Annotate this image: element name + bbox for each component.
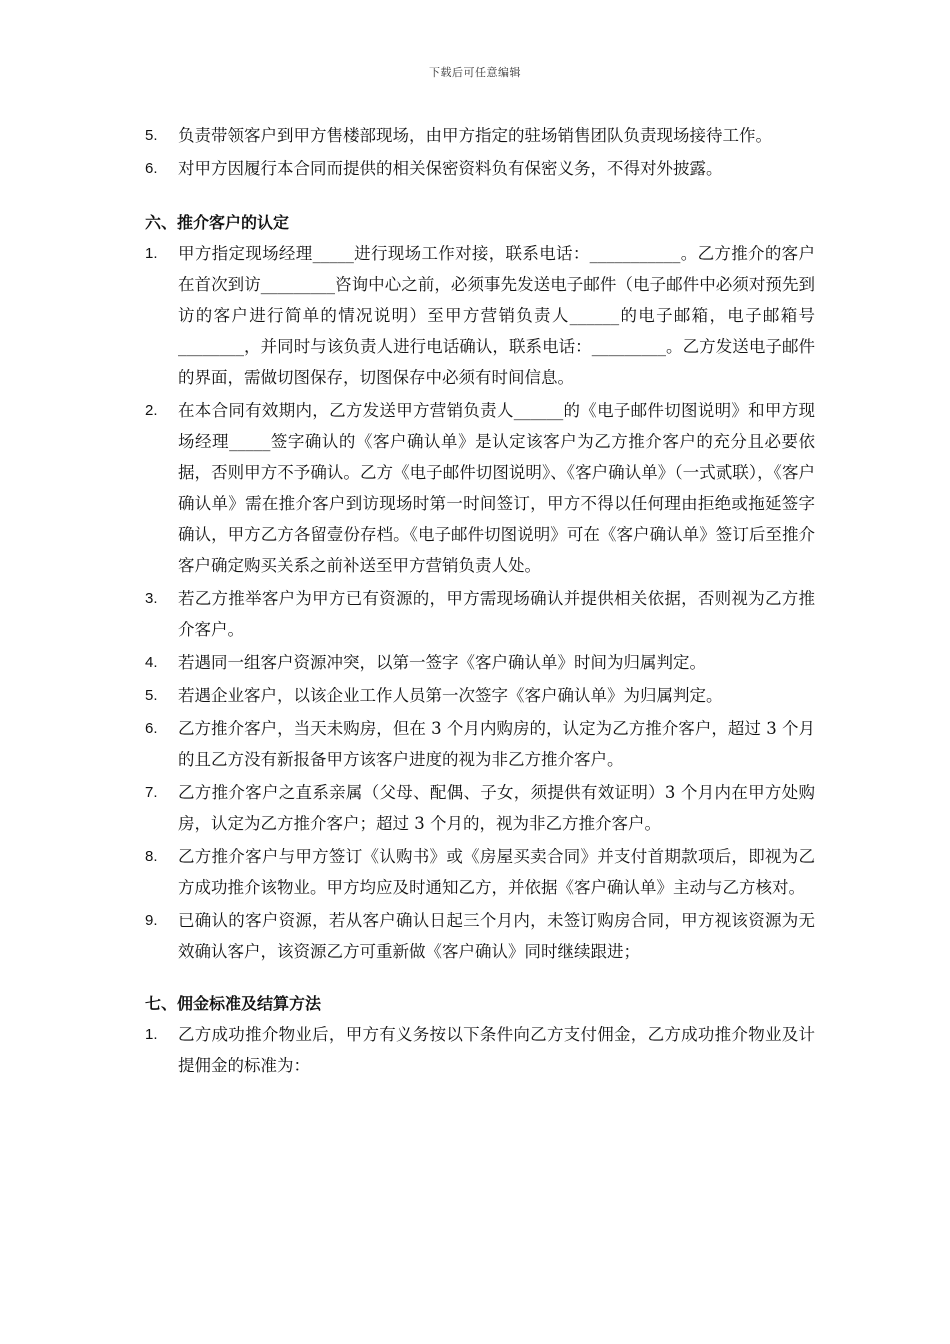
list-item bbox=[145, 680, 815, 711]
item-text: 若乙方推举客户为甲方已有资源的，甲方需现场确认并提供相关依据，否则视为乙方推介客户。 bbox=[178, 589, 815, 639]
item-text: 负责带领客户到甲方售楼部现场，由甲方指定的驻场销售团队负责现场接待工作。 bbox=[178, 126, 772, 145]
page-header-note: 下载后可任意编辑 bbox=[429, 66, 521, 79]
item-text: 已确认的客户资源，若从客户确认日起三个月内，未签订购房合同，甲方视该资源为无效确认客户，该资源乙方可重新做《客户确认》同时继续跟进； bbox=[178, 911, 815, 961]
item-text: 乙方推介客户与甲方签订《认购书》或《房屋买卖合同》并支付首期款项后，即视为乙方成功推介该物业。甲方均应及时通知乙方，并依据《客户确认单》主动与乙方核对。 bbox=[178, 847, 815, 897]
item-number: 5. bbox=[145, 687, 158, 704]
item-text: 甲方指定现场经理_____进行现场工作对接，联系电话：___________。乙方推介的客户在首次到访_________咨询中心之前，必须事先发送电子邮件（电子邮件中必须对预先到访的客户进行简单的情况说明）至甲方营销负责人______的电子邮箱，电子邮箱号________，并同时与该负责人进行电话确认，联系电话：_________。乙方发送电子邮件的界面，需做切图保存，切图保存中必须有时间信息。 bbox=[178, 244, 815, 387]
item-number: 8. bbox=[145, 848, 158, 865]
section-7-title: 七、佣金标准及结算方法 bbox=[145, 994, 322, 1013]
list-item bbox=[145, 120, 815, 151]
item-text: 乙方成功推介物业后，甲方有义务按以下条件向乙方支付佣金，乙方成功推介物业及计提佣金的标准为： bbox=[178, 1025, 815, 1075]
list-item bbox=[145, 841, 815, 903]
item-number: 9. bbox=[145, 912, 158, 929]
intro-list bbox=[145, 120, 815, 184]
section-6-list bbox=[145, 238, 815, 967]
item-number: 7. bbox=[145, 784, 158, 801]
section-6-title: 六、推介客户的认定 bbox=[145, 213, 290, 232]
document-body bbox=[145, 120, 815, 1083]
item-text: 在本合同有效期内，乙方发送甲方营销负责人______的《电子邮件切图说明》和甲方现场经理_____签字确认的《客户确认单》是认定该客户为乙方推介客户的充分且必要依据，否则甲方不予确认。乙方《电子邮件切图说明》、《客户确认单》（一式贰联），《客户确认单》需在推介客户到访现场时第一时间签订，甲方不得以任何理由拒绝或拖延签字确认，甲方乙方各留壹份存档。《电子邮件切图说明》可在《客户确认单》签订后至推介客户确定购买关系之前补送至甲方营销负责人处。 bbox=[178, 401, 815, 575]
section-7-list bbox=[145, 1019, 815, 1081]
item-number: 1. bbox=[145, 245, 158, 262]
item-number: 1. bbox=[145, 1026, 158, 1043]
item-text: 乙方推介客户之直系亲属（父母、配偶、子女，须提供有效证明）3 个月内在甲方处购房，认定为乙方推介客户；超过 3 个月的，视为非乙方推介客户。 bbox=[178, 783, 815, 833]
list-item bbox=[145, 153, 815, 184]
item-number: 2. bbox=[145, 402, 158, 419]
item-number: 3. bbox=[145, 590, 158, 607]
item-text: 若遇同一组客户资源冲突，以第一签字《客户确认单》时间为归属判定。 bbox=[178, 653, 706, 672]
list-item bbox=[145, 905, 815, 967]
item-number: 6. bbox=[145, 720, 158, 737]
list-item bbox=[145, 647, 815, 678]
item-number: 4. bbox=[145, 654, 158, 671]
list-item bbox=[145, 583, 815, 645]
list-item bbox=[145, 395, 815, 581]
list-item bbox=[145, 238, 815, 393]
item-text: 对甲方因履行本合同而提供的相关保密资料负有保密义务，不得对外披露。 bbox=[178, 159, 723, 178]
list-item bbox=[145, 777, 815, 839]
list-item bbox=[145, 713, 815, 775]
item-number: 5. bbox=[145, 127, 158, 144]
item-text: 乙方推介客户，当天未购房，但在 3 个月内购房的，认定为乙方推介客户，超过 3 个月的且乙方没有新报备甲方该客户进度的视为非乙方推介客户。 bbox=[178, 719, 815, 769]
item-number: 6. bbox=[145, 160, 158, 177]
list-item bbox=[145, 1019, 815, 1081]
item-text: 若遇企业客户，以该企业工作人员第一次签字《客户确认单》为归属判定。 bbox=[178, 686, 723, 705]
